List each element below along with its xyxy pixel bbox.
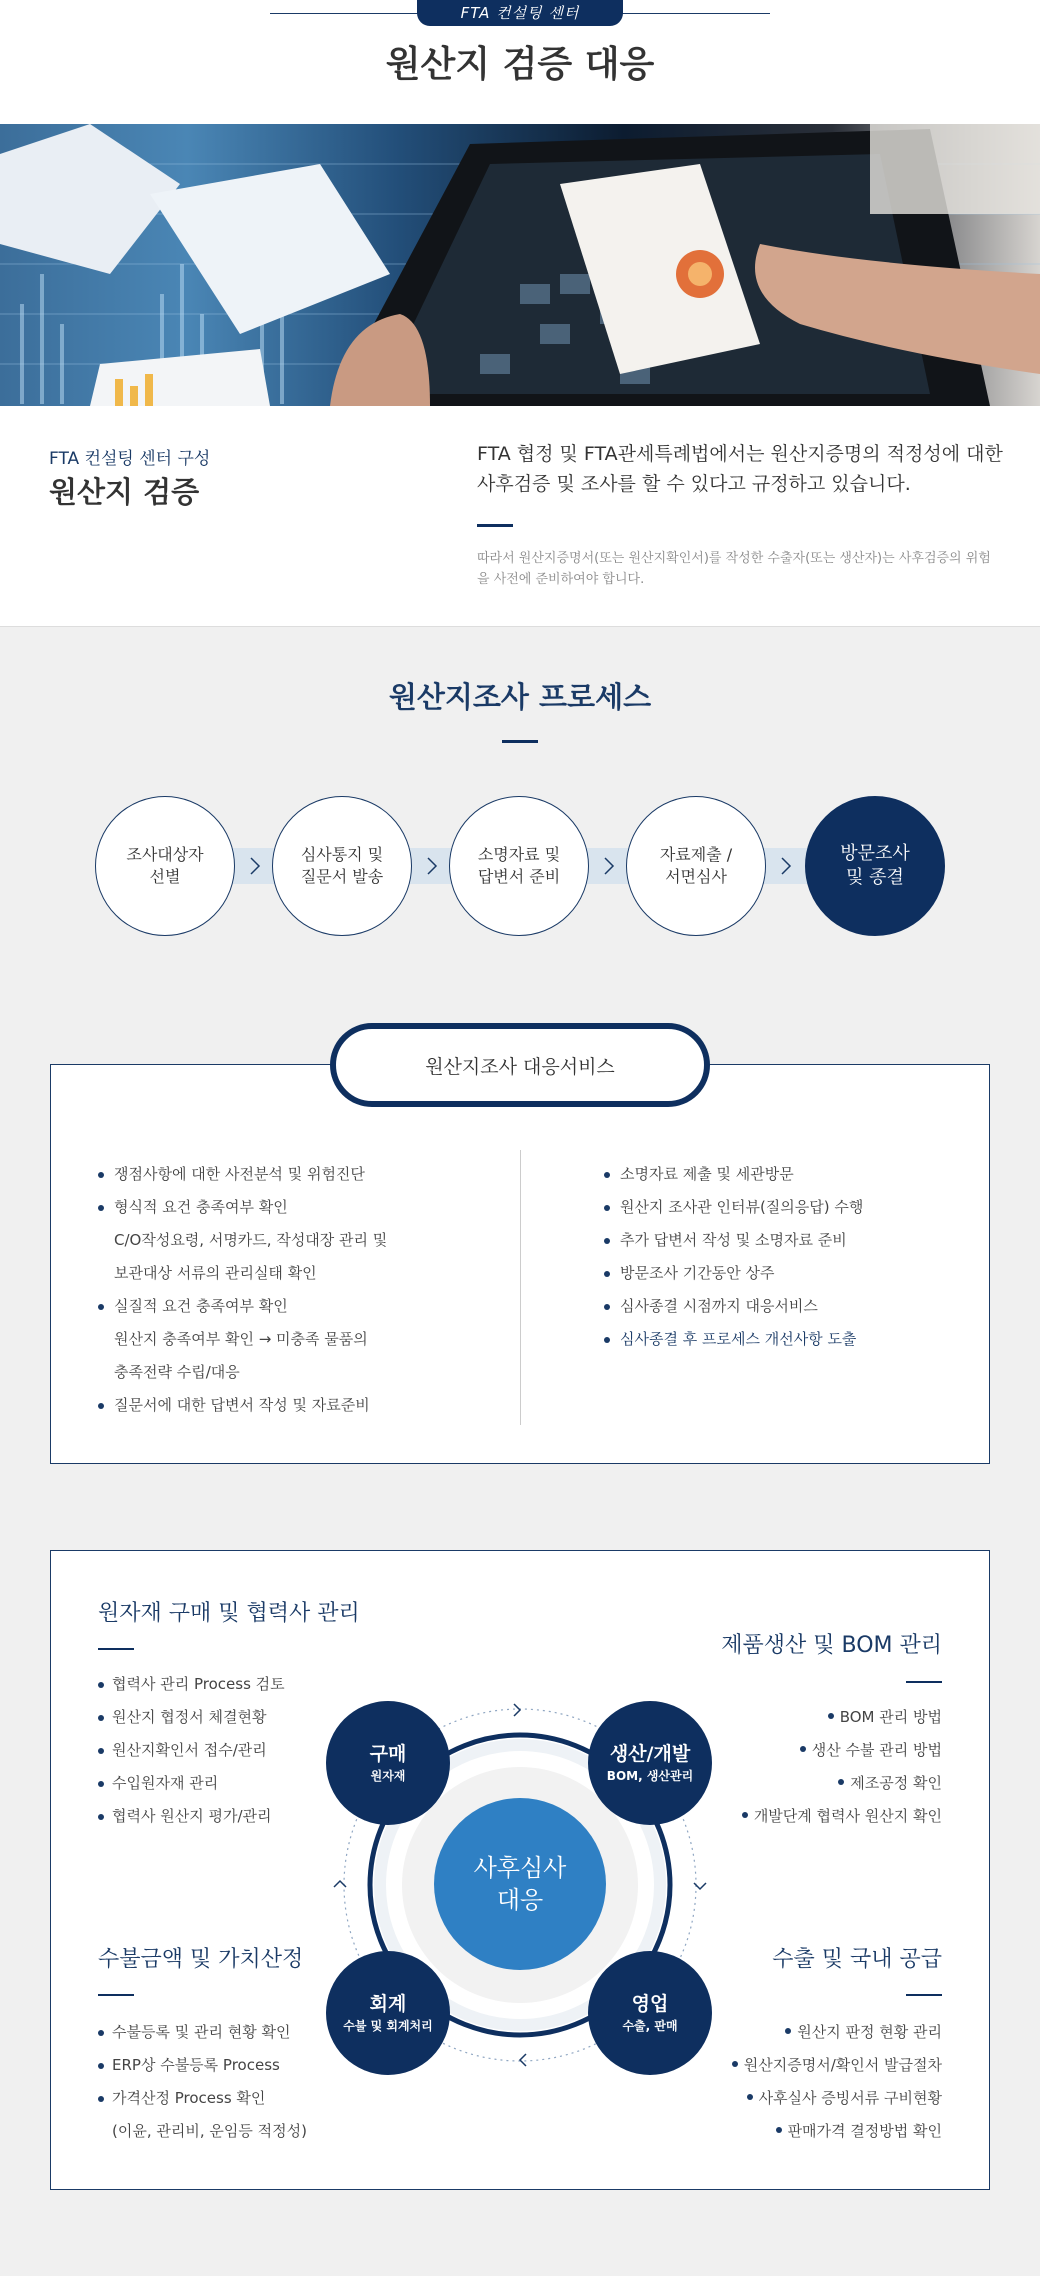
node-subtitle: 수불 및 회계처리: [343, 2019, 433, 2033]
list-item-text: 원산지증명서/확인서 발급절차: [743, 2056, 942, 2074]
process-step-1: 조사대상자 선별: [95, 796, 235, 936]
list-item: 보관대상 서류의 관리실태 확인: [114, 1264, 317, 1282]
list-item: 수불등록 및 관리 현황 확인: [98, 2016, 358, 2049]
page-header: [0, 0, 1040, 124]
list-item: (이윤, 관리비, 운임등 적정성): [112, 2122, 307, 2140]
bullet-dot: [742, 1812, 748, 1818]
intro-title: 원산지 검증: [49, 475, 200, 509]
list-item: [690, 1701, 942, 1734]
node-subtitle: 원자재: [370, 1769, 406, 1783]
list-item: 협력사 관리 Process 검토: [98, 1668, 358, 1701]
header-rule-left: [270, 13, 420, 14]
list-item-text: 판매가격 결정방법 확인: [787, 2122, 942, 2140]
list-item: [690, 1767, 942, 1800]
list-item: 원산지 충족여부 확인 → 미충족 물품의: [114, 1330, 368, 1348]
process-title: 원산지조사 프로세스: [388, 680, 652, 714]
group-list-valuation: [98, 2016, 358, 2148]
list-item: [690, 1800, 942, 1833]
list-item: C/O작성요령, 서명카드, 작성대장 관리 및: [114, 1231, 388, 1249]
node-title: 생산/개발: [609, 1743, 691, 1765]
node-subtitle: BOM, 생산관리: [606, 1769, 694, 1783]
list-item-text: 개발단계 협력사 원산지 확인: [753, 1807, 942, 1825]
hero-image: [0, 124, 1040, 406]
group-divider: [906, 1994, 942, 1996]
list-item-highlight: 심사종결 후 프로세스 개선사항 도출: [604, 1323, 974, 1356]
list-item: 가격산정 Process 확인: [98, 2082, 358, 2115]
group-title-export: 수출 및 국내 공급: [772, 1947, 942, 1972]
bullet-dot: [776, 2127, 782, 2133]
list-item-text: 생산 수불 관리 방법: [811, 1741, 942, 1759]
intro-main-text: FTA 협정 및 FTA관세특례법에서는 원산지증명의 적정성에 대한 사후검증 및 조사를 할 수 있다고 규정하고 있습니다.: [477, 443, 1003, 495]
node-subtitle: 수출, 판매: [622, 2019, 678, 2033]
service-list-right: [604, 1158, 974, 1356]
list-item: 질문서에 대한 답변서 작성 및 자료준비: [98, 1389, 498, 1422]
group-list-materials: [98, 1668, 358, 1833]
group-divider: [98, 1648, 134, 1650]
hero-illustration: [0, 124, 1040, 406]
list-item-text: 사후실사 증빙서류 구비현황: [758, 2089, 942, 2107]
list-item: [690, 2049, 942, 2082]
group-title-production: 제품생산 및 BOM 관리: [721, 1633, 942, 1658]
bullet-dot: [732, 2061, 738, 2067]
list-item: 원산지확인서 접수/관리: [98, 1734, 358, 1767]
list-item: 추가 답변서 작성 및 소명자료 준비: [604, 1224, 974, 1257]
bullet-dot: [800, 1746, 806, 1752]
section-badge: FTA 컨설팅 센터: [417, 0, 623, 26]
service-list-left: [98, 1158, 498, 1422]
process-step-3: 소명자료 및 답변서 준비: [449, 796, 589, 936]
list-item: [690, 2016, 942, 2049]
process-step-5: 방문조사 및 종결: [805, 796, 945, 936]
list-item: 방문조사 기간동안 상주: [604, 1257, 974, 1290]
bullet-dot: [747, 2094, 753, 2100]
intro-divider: [477, 524, 513, 527]
node-title: 회계: [369, 1993, 407, 2015]
list-item: 소명자료 제출 및 세관방문: [604, 1158, 974, 1191]
chevron-right-icon: [599, 853, 619, 879]
list-item: 원산지 조사관 인터뷰(질의응답) 수행: [604, 1191, 974, 1224]
arrow-left-icon: [520, 2054, 526, 2066]
group-title-valuation: 수불금액 및 가치산정: [98, 1947, 304, 1972]
group-divider: [906, 1681, 942, 1683]
bullet-dot: [785, 2028, 791, 2034]
list-item: 쟁점사항에 대한 사전분석 및 위험진단: [98, 1158, 498, 1191]
page-title: 원산지 검증 대응: [385, 44, 655, 85]
group-title-materials: 원자재 구매 및 협력사 관리: [98, 1601, 360, 1626]
list-item: 협력사 원산지 평가/관리: [98, 1800, 358, 1833]
list-item-text: 제조공정 확인: [850, 1774, 942, 1792]
list-item: 충족전략 수립/대응: [114, 1363, 240, 1381]
node-title: 영업: [631, 1993, 669, 2015]
arrow-right-icon: [514, 1704, 520, 1716]
list-item: [690, 2082, 942, 2115]
process-step-4: 자료제출 / 서면심사: [626, 796, 766, 936]
list-item: 심사종결 시점까지 대응서비스: [604, 1290, 974, 1323]
process-step-2: 심사통지 및 질문서 발송: [272, 796, 412, 936]
list-item-text: 원산지 판정 현황 관리: [797, 2023, 942, 2041]
group-list-export: [690, 2016, 942, 2148]
chevron-right-icon: [776, 853, 796, 879]
intro-note: 따라서 원산지증명서(또는 원산지확인서)를 작성한 수출자(또는 생산자)는 사후검증의 위험을 사전에 준비하여야 합니다.: [477, 551, 991, 587]
list-item: 실질적 요건 충족여부 확인: [98, 1290, 498, 1323]
intro-section: [0, 406, 1040, 627]
node-title: 구매: [369, 1743, 407, 1765]
group-divider: [98, 1994, 134, 1996]
group-list-production: [690, 1701, 942, 1833]
list-item: 원산지 협정서 체결현황: [98, 1701, 358, 1734]
intro-subtitle: FTA 컨설팅 센터 구성: [49, 449, 211, 469]
center-node: 사후심사 대응: [434, 1798, 606, 1970]
chevron-right-icon: [422, 853, 442, 879]
header-rule-right: [620, 13, 770, 14]
list-item-text: BOM 관리 방법: [839, 1708, 942, 1726]
process-divider: [502, 740, 538, 743]
service-divider: [520, 1150, 521, 1425]
list-item: 수입원자재 관리: [98, 1767, 358, 1800]
list-item: [690, 1734, 942, 1767]
chevron-right-icon: [245, 853, 265, 879]
bullet-dot: [828, 1713, 834, 1719]
list-item: ERP상 수불등록 Process: [98, 2049, 358, 2082]
list-item: [690, 2115, 942, 2148]
list-item: 형식적 요건 충족여부 확인: [98, 1191, 498, 1224]
service-title: 원산지조사 대응서비스: [330, 1023, 710, 1107]
bullet-dot: [838, 1779, 844, 1785]
